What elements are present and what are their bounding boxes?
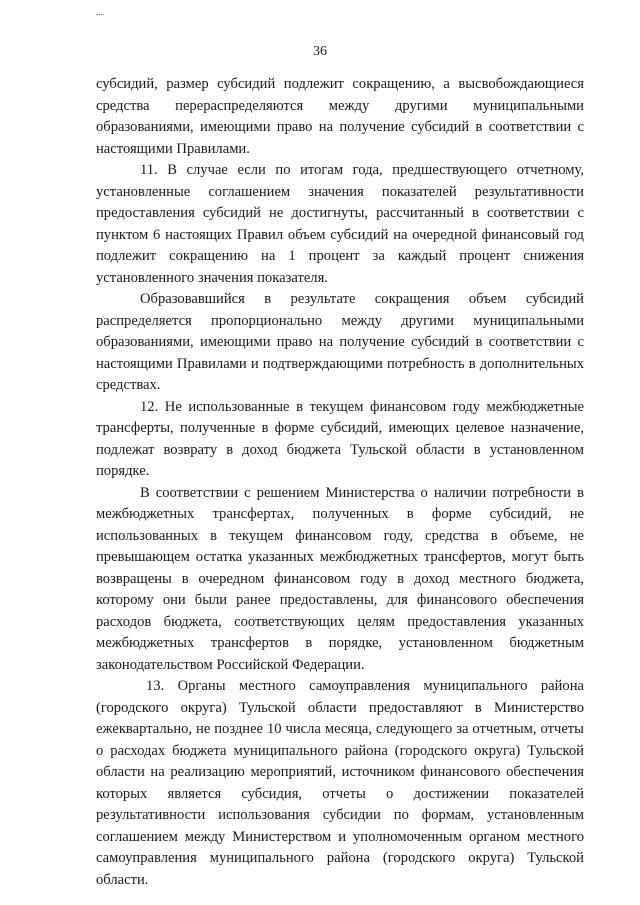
paragraph-clause-12: 12. Не использованные в текущем финансовом году межбюджетные трансферты, полученные в форме субсидий, имеющих целевое назначение, подлежат возврату в доход бюджета Тульской области в установленном порядке. [96, 398, 584, 479]
document-body [96, 74, 584, 891]
paragraph-return-of-funds: В соответствии с решением Министерства о наличии потребности в межбюджетных трансфертах, полученных в форме субсидий, не использованных в текущем финансовом году, средства в объеме, не превышающем остатка указанных межбюджетных трансфертов, могут быть возвращены в очередном финансовом году в доход местного бюджета, которому они были ранее предоставлены, для финансового обеспечения расходов бюджета, соответствующих целям предоставления указанных межбюджетных трансфертов в порядке, установленном бюджетным законодательством Российской Федерации. [96, 484, 584, 673]
paragraph-continuation: субсидий, размер субсидий подлежит сокращению, а высвобождающиеся средства перераспределяются между другими муниципальными образованиями, имеющими право на получение субсидий в соответствии с настоящими Правилами. [96, 76, 584, 157]
page-number: 36 [313, 44, 327, 59]
scan-mark [96, 14, 104, 16]
paragraph-clause-11: 11. В случае если по итогам года, предшествующего отчетному, установленные соглашением значения показателей результативности предоставления субсидий не достигнуты, рассчитанный в соответствии с пунктом 6 настоящих Правил объем субсидий на очередной финансовый год подлежит сокращению на 1 процент за каждый процент снижения установленного значения показателя. [96, 162, 584, 286]
paragraph-clause-13: 13. Органы местного самоуправления муниципального района (городского округа) Тульской области предоставляют в Министерство ежеквартально, не позднее 10 числа месяца, следующего за отчетным, отчеты о расходах бюджета муниципального района (городского округа) Тульской области на реализацию мероприятий, источником финансового обеспечения которых является субсидия, отчеты о достижении показателей результативности использования субсидии по формам, установленным соглашением между Министерством и уполномоченным органом местного самоуправления муниципального района (городского округа) Тульской области. [96, 678, 584, 888]
paragraph-redistribution: Образовавшийся в результате сокращения объем субсидий распределяется пропорционально между другими муниципальными образованиями, имеющими право на получение субсидий в соответствии с настоящими Правилами и подтверждающими потребность в дополнительных средствах. [96, 291, 584, 393]
